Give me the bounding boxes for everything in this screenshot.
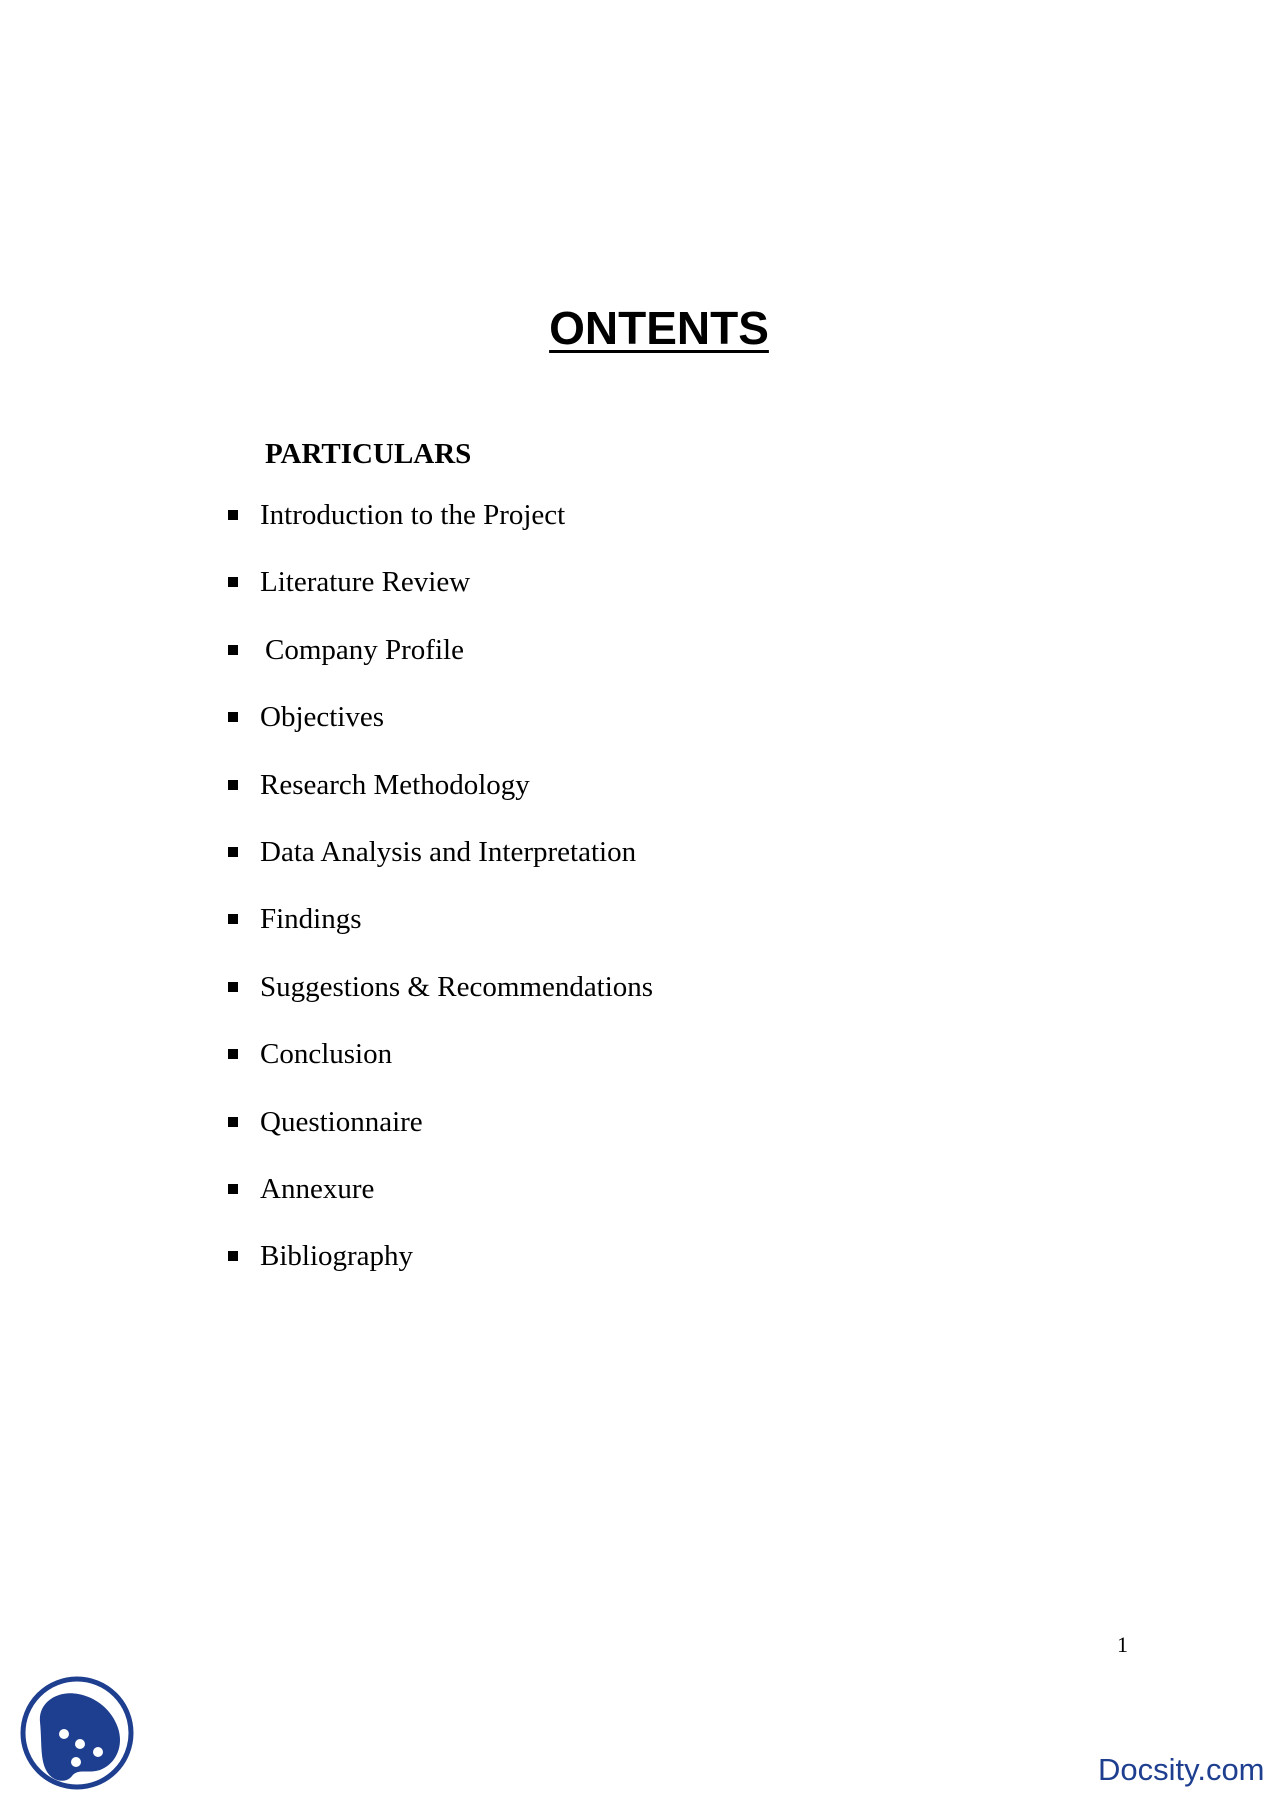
list-item [228,1103,653,1170]
list-item-label: Research Methodology [260,768,530,801]
square-bullet-icon [228,577,238,587]
square-bullet-icon [228,645,238,655]
list-item [228,968,653,1035]
list-item-label: Company Profile [265,633,464,666]
list-item [228,496,653,563]
square-bullet-icon [228,914,238,924]
list-item [228,900,653,967]
list-item [228,1237,653,1304]
square-bullet-icon [228,1251,238,1261]
square-bullet-icon [228,1184,238,1194]
page-number: 1 [1117,1632,1128,1657]
list-item-label: Introduction to the Project [260,499,566,531]
section-heading: PARTICULARS [265,438,472,470]
list-item [228,1035,653,1102]
list-item [228,766,653,833]
list-item-label: Objectives [260,701,385,734]
list-item-label: Findings [260,903,362,936]
list-item-label: Suggestions & Recommendations [260,970,654,1003]
square-bullet-icon [228,1117,238,1127]
list-item [228,631,653,698]
square-bullet-icon [228,712,238,722]
table-of-contents-list [228,496,653,1305]
list-item-label: Literature Review [260,566,471,599]
docsity-brand-link[interactable]: Docsity.com [1098,1752,1265,1787]
list-item-label: Bibliography [260,1240,414,1273]
square-bullet-icon [228,780,238,790]
list-item-label: Data Analysis and Interpretation [260,835,637,868]
list-item [228,1170,653,1237]
list-item [228,563,653,630]
list-item [228,698,653,765]
page-title: ONTENTS [549,302,769,354]
list-item [228,833,653,900]
list-item-label: Conclusion [260,1038,393,1071]
list-item-label: Annexure [260,1172,375,1205]
square-bullet-icon [228,847,238,857]
docsity-logo-icon[interactable] [18,1674,136,1792]
square-bullet-icon [228,510,238,520]
square-bullet-icon [228,982,238,992]
list-item-label: Questionnaire [260,1105,423,1138]
square-bullet-icon [228,1049,238,1059]
